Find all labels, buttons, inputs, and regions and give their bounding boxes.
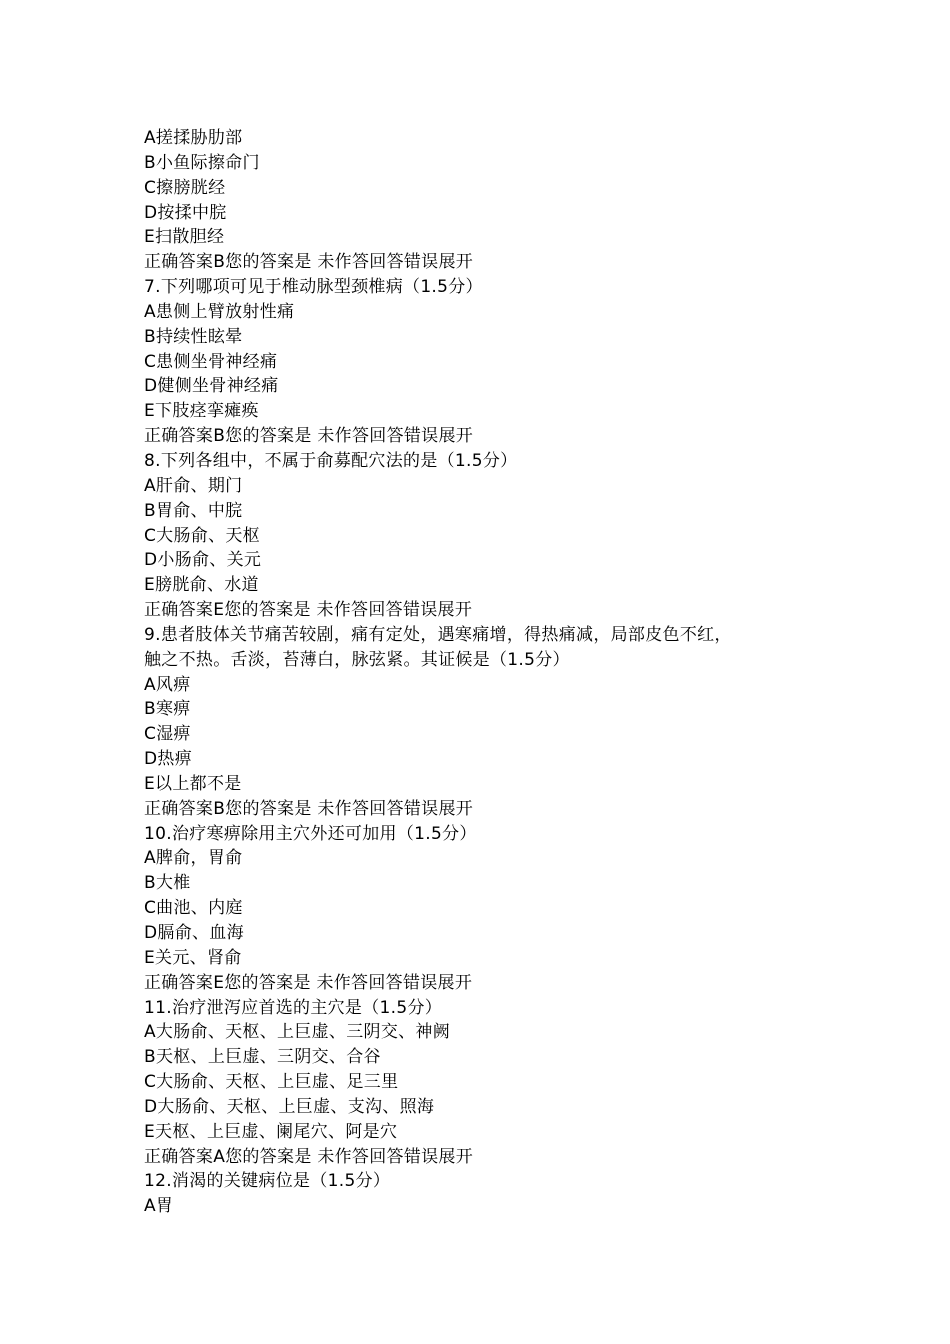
text-line: A脾俞，胃俞 <box>144 848 243 869</box>
document-body <box>144 126 864 1219</box>
text-line: C擦膀胱经 <box>144 177 226 198</box>
text-line: E关元、肾俞 <box>144 947 242 968</box>
text-line: A大肠俞、天枢、上巨虚、三阴交、神阙 <box>144 1022 451 1043</box>
text-line: B大椎 <box>144 873 191 894</box>
text-line: 7.下列哪项可见于椎动脉型颈椎病（1.5分） <box>144 277 483 298</box>
text-line: A搓揉胁肋部 <box>144 128 243 148</box>
text-line: E下肢痉挛瘫痪 <box>144 401 259 422</box>
text-line: D膈俞、血海 <box>144 923 244 943</box>
text-line: 10.治疗寒痹除用主穴外还可加用（1.5分） <box>144 823 477 844</box>
text-line: D热痹 <box>144 749 192 770</box>
text-line: B寒痹 <box>144 699 191 720</box>
text-line: B胃俞、中脘 <box>144 500 243 521</box>
text-line: 正确答案A您的答案是 未作答回答错误展开 <box>144 1146 474 1167</box>
text-line: 正确答案E您的答案是 未作答回答错误展开 <box>144 972 473 993</box>
text-line: E膀胱俞、水道 <box>144 575 259 596</box>
text-line: B小鱼际擦命门 <box>144 152 260 173</box>
text-line: D小肠俞、关元 <box>144 550 262 571</box>
text-line: D按揉中脘 <box>144 202 227 223</box>
text-line: 9.患者肢体关节痛苦较剧，痛有定处，遇寒痛增，得热痛减，局部皮色不红， <box>144 624 732 645</box>
text-line: E天枢、上巨虚、阑尾穴、阿是穴 <box>144 1121 398 1142</box>
text-line: A患侧上臂放射性痛 <box>144 301 295 322</box>
text-line: 正确答案B您的答案是 未作答回答错误展开 <box>144 798 474 819</box>
text-line: B天枢、上巨虚、三阴交、合谷 <box>144 1047 381 1068</box>
text-line: 11.治疗泄泻应首选的主穴是（1.5分） <box>144 997 443 1018</box>
text-line: C大肠俞、天枢、上巨虚、足三里 <box>144 1072 399 1093</box>
text-line: C患侧坐骨神经痛 <box>144 351 278 372</box>
text-line: A肝俞、期门 <box>144 475 243 496</box>
text-line: E以上都不是 <box>144 773 242 794</box>
text-line: C大肠俞、天枢 <box>144 525 260 546</box>
text-line: 正确答案B您的答案是 未作答回答错误展开 <box>144 252 474 273</box>
text-line: D大肠俞、天枢、上巨虚、支沟、照海 <box>144 1096 435 1117</box>
text-line: 12.消渴的关键病位是（1.5分） <box>144 1171 391 1192</box>
text-line: B持续性眩晕 <box>144 326 243 347</box>
text-line: 触之不热。舌淡，苔薄白，脉弦紧。其证候是（1.5分） <box>144 649 570 670</box>
text-line: 正确答案E您的答案是 未作答回答错误展开 <box>144 600 473 621</box>
text-line: D健侧坐骨神经痛 <box>144 376 279 397</box>
text-line: 正确答案B您的答案是 未作答回答错误展开 <box>144 426 474 447</box>
text-line: A胃 <box>144 1196 174 1217</box>
text-line: C湿痹 <box>144 724 191 745</box>
text-line: 8.下列各组中，不属于俞募配穴法的是（1.5分） <box>144 450 518 471</box>
text-line: A风痹 <box>144 674 191 695</box>
text-line: E扫散胆经 <box>144 227 225 248</box>
text-line: C曲池、内庭 <box>144 898 243 919</box>
